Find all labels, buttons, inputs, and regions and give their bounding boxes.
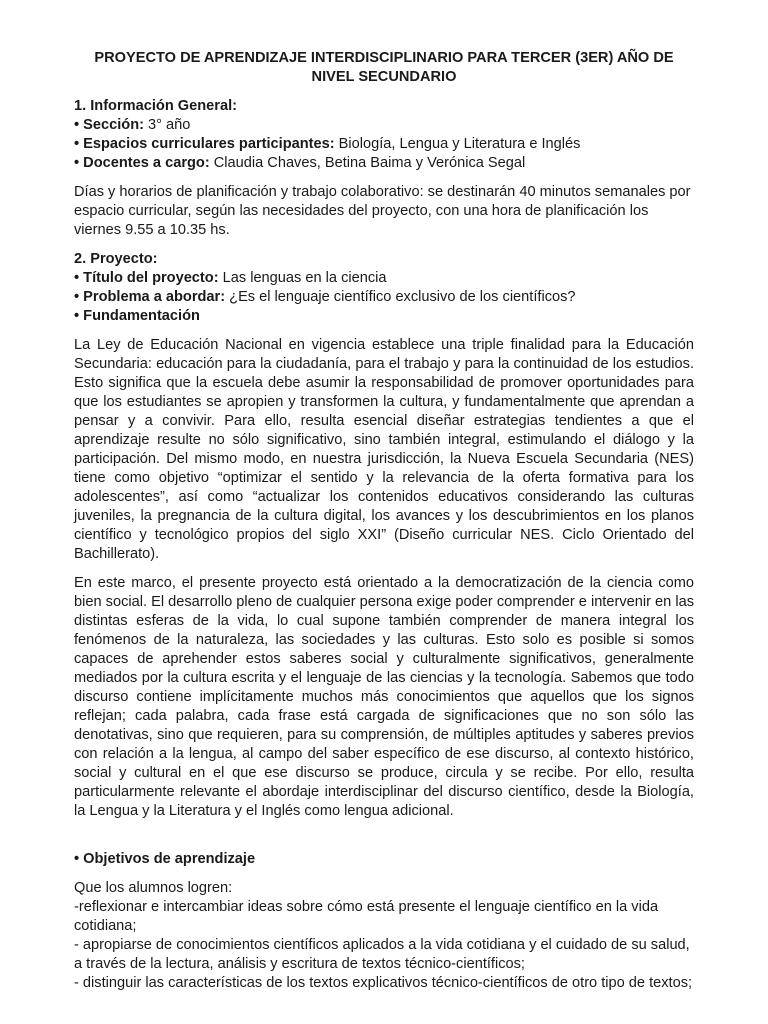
schedule-paragraph: Días y horarios de planificación y trabajo colaborativo: se destinarán 40 minutos semanales por espacio curricular, según las necesidades del proyecto, con una hora de planificación los viernes 9.55 a 10.35 hs. (74, 184, 691, 238)
project-item-fundamentacion: • Fundamentación (74, 308, 200, 324)
objective-item: - apropiarse de conocimientos científicos aplicados a la vida cotidiana y el cuidado de su salud, a través de la lectura, análisis y escritura de textos técnico-científicos; (74, 937, 690, 972)
objectives-intro: Que los alumnos logren: (74, 880, 233, 896)
objectives-heading: • Objetivos de aprendizaje (74, 851, 256, 867)
document-page (74, 49, 694, 993)
section-heading: 1. Información General: (74, 98, 238, 114)
info-item-section: • Sección: 3° año (74, 117, 191, 133)
spacer (74, 831, 694, 850)
info-item-teachers: • Docentes a cargo: Claudia Chaves, Betina Baima y Verónica Segal (74, 155, 526, 171)
objective-item: - distinguir las características de los textos explicativos técnico-científicos de otro tipo de textos; (74, 975, 693, 991)
info-item-curricular: • Espacios curriculares participantes: Biología, Lengua y Literatura e Inglés (74, 136, 581, 152)
project-item-problem: • Problema a abordar: ¿Es el lenguaje científico exclusivo de los científicos? (74, 289, 576, 305)
project-item-title: • Título del proyecto: Las lenguas en la ciencia (74, 270, 387, 286)
project-section (74, 250, 694, 326)
general-info-section (74, 97, 694, 173)
objective-item: -reflexionar e intercambiar ideas sobre cómo está presente el lenguaje científico en la vida cotidiana; (74, 899, 659, 934)
fundamentacion-paragraph-1: La Ley de Educación Nacional en vigencia establece una triple finalidad para la Educación Secundaria: educación para la ciudadanía, para el trabajo y para la continuidad de los estudios. Esto significa que la escuela debe asumir la responsabilidad de promover oportunidades para que los estudiantes se apropien y transformen la cultura, y fundamentalmente que aprendan a pensar y a convivir. Para ello, resulta esencial diseñar estrategias tendientes a que el aprendizaje resulte no sólo significativo, sino también integral, estimulando el diálogo y la participación. Del mismo modo, en nuestra jurisdicción, la Nueva Escuela Secundaria (NES) tiene como objetivo “optimizar el sentido y la relevancia de la oferta formativa para los adolescentes”, así como “actualizar los contenidos educativos considerando las culturas juveniles, la pregnancia de la cultura digital, los avances y los descubrimientos en los planos científico y tecnológico propios del siglo XXI” (Diseño curricular NES. Ciclo Orientado del Bachillerato). (74, 337, 694, 562)
section-heading: 2. Proyecto: (74, 251, 158, 267)
objectives-list (74, 879, 694, 993)
fundamentacion-paragraph-2: En este marco, el presente proyecto está orientado a la democratización de la ciencia como bien social. El desarrollo pleno de cualquier persona exige poder comprender e intervenir en las distintas esferas de la vida, lo cual supone también comprender de manera integral los fenómenos de la naturaleza, las sociedades y las culturas. Esto solo es posible si somos capaces de aprehender estos saberes social y culturalmente significativos, generalmente mediados por la cultura escrita y el lenguaje de las ciencias y la tecnología. Sabemos que todo discurso contiene implícitamente muchos más conocimientos que aquellos que los signos reflejan; cada palabra, cada frase está cargada de significaciones que no son sólo las denotativas, sino que requieren, para su comprensión, de múltiples aptitudes y saberes previos con relación a la lengua, al campo del saber específico de ese discurso, al contexto histórico, social y cultural en el que ese discurso se produce, circula y se recibe. Por ello, resulta particularmente relevante el abordaje interdisciplinar del discurso científico, desde la Biología, la Lengua y la Literatura y el Inglés como lengua adicional. (74, 575, 694, 819)
document-title: PROYECTO DE APRENDIZAJE INTERDISCIPLINARIO PARA TERCER (3ER) AÑO DE NIVEL SECUNDARIO (94, 50, 674, 85)
